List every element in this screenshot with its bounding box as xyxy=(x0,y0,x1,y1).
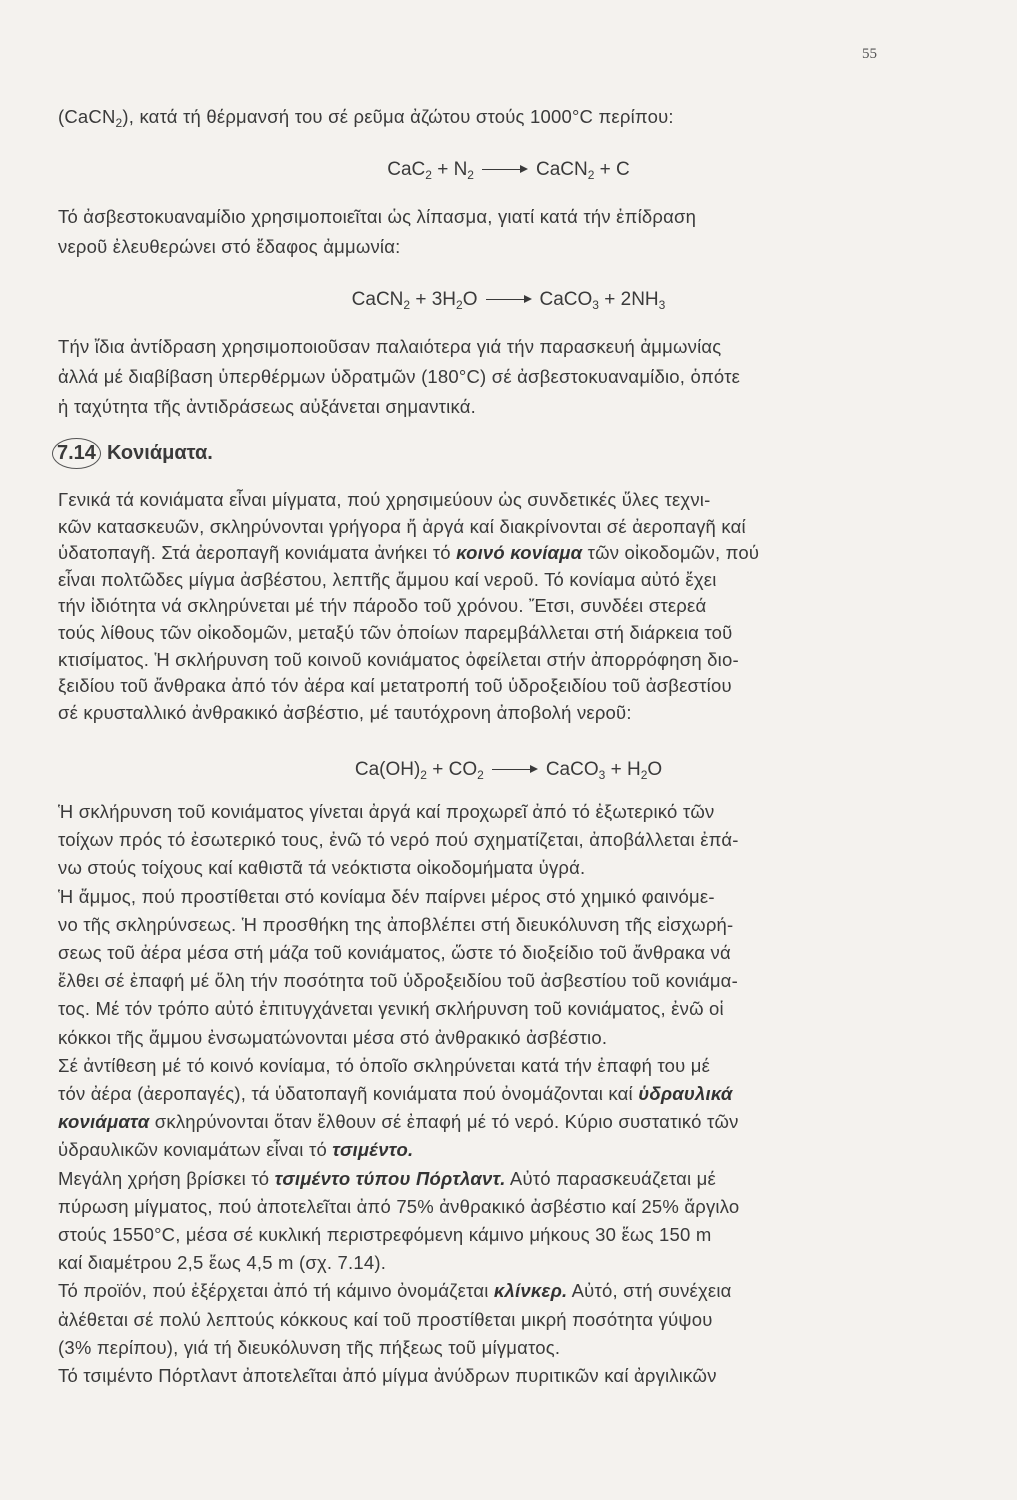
text-line: κῶν κατασκευῶν, σκληρύνονται γρήγορα ἤ ἀργά καί διακρίνονται σέ ἀεροπαγῆ καί xyxy=(58,515,746,537)
text-line: νω στούς τοίχους καί καθιστᾶ τά νεόκτιστα οἰκοδομήματα ὑγρά. xyxy=(58,857,586,879)
reaction-arrow-icon xyxy=(486,295,532,305)
text-line: ἀλέθεται σέ πολύ λεπτούς κόκκους καί τοῦ προστίθεται μικρή ποσότητα γύψου xyxy=(58,1308,713,1330)
text-line: ἀλλά μέ διαβίβαση ὑπερθέρμων ὑδρατμῶν (180°C) σέ ἀσβεστοκυαναμίδιο, ὁπότε xyxy=(58,366,741,387)
text-line: κόκκοι τῆς ἄμμου ἐνσωματώνονται μέσα στό ἀνθρακικό ἀσβέστιο. xyxy=(58,1026,608,1048)
equation-1: $CaC_2 + N_2$ CaCN$_2$ + C xyxy=(387,159,630,182)
text-line: σεως τοῦ ἀέρα μέσα στή μάζα τοῦ κονιάματος, ὥστε τό διοξείδιο τοῦ ἄνθρακα νά xyxy=(58,942,731,963)
text-line: πύρωση μίγματος, πού ἀποτελεῖται ἀπό 75% ἀνθρακικό ἀσβέστιο καί 25% ἄργιλο xyxy=(58,1195,740,1217)
text-line: νεροῦ ἐλευθερώνει στό ἔδαφος ἀμμωνία: xyxy=(58,236,401,257)
text-line: καί διαμέτρου 2,5 ἕως 4,5 m (σχ. 7.14). xyxy=(58,1252,387,1274)
text-line: Ἡ ἄμμος, πού προστίθεται στό κονίαμα δέν παίρνει μέρος στό χημικό φαινόμε- xyxy=(58,885,715,907)
page-number: 55 xyxy=(862,46,877,62)
text-line: τος. Μέ τόν τρόπο αὐτό ἐπιτυγχάνεται γενική σκλήρυνση τοῦ κονιάματος, ἐνῶ οἱ xyxy=(58,998,724,1020)
text-line: κτισίματος. Ἡ σκλήρυνση τοῦ κοινοῦ κονιάματος ὀφείλεται στήν ἀπορρόφηση διο- xyxy=(58,648,739,670)
section-number: 7.14 xyxy=(52,438,101,469)
text-line: ἔλθει σέ ἐπαφή μέ ὅλη τήν ποσότητα τοῦ ὑδροξειδίου τοῦ ἀσβεστίου τοῦ κονιάμα- xyxy=(58,970,738,992)
text-line: εἶναι πολτῶδες μίγμα ἀσβέστου, λεπτῆς ἄμμου καί νεροῦ. Τό κονίαμα αὐτό ἔχει xyxy=(58,568,717,590)
text-line: Ἡ σκλήρυνση τοῦ κονιάματος γίνεται ἀργά καί προχωρεῖ ἀπό τό ἐξωτερικό τῶν xyxy=(58,801,715,822)
text-line: ὑδατοπαγῆ. Στά ἀεροπαγῆ κονιάματα ἀνήκει τό κοινό κονίαμα τῶν οἰκοδομῶν, πού xyxy=(58,542,760,564)
reaction-arrow-icon xyxy=(492,765,538,775)
text-line: τόν ἀέρα (ἀεροπαγές), τά ὑδατοπαγῆ κονιάματα πού ὀνομάζονται καί ὑδραυλικά xyxy=(58,1083,733,1104)
reaction-arrow-icon xyxy=(482,165,528,175)
text-line: κονιάματα σκληρύνονται ὅταν ἔλθουν σέ ἐπαφή μέ τό νερό. Κύριο συστατικό τῶν xyxy=(58,1111,739,1133)
text-line: Τό προϊόν, πού ἐξέρχεται ἀπό τή κάμινο ὀνομάζεται κλίνκερ. Αὐτό, στή συνέχεια xyxy=(58,1280,732,1302)
equation-2: CaCN$_2$ + $3H_2O$ CaCO$_3$ + $2NH_3$ xyxy=(351,289,666,312)
text-line: σέ κρυσταλλικό ἀνθρακικό ἀσβέστιο, μέ ταυτόχρονη ἀποβολή νεροῦ: xyxy=(58,701,632,723)
text-line: Γενικά τά κονιάματα εἶναι μίγματα, πού χρησιμεύουν ὡς συνδετικές ὕλες τεχνι- xyxy=(58,489,711,510)
text-line: Τό τσιμέντο Πόρτλαντ ἀποτελεῖται ἀπό μίγμα ἀνύδρων πυριτικῶν καί ἀργιλικῶν xyxy=(58,1365,717,1386)
text-line: ἡ ταχύτητα τῆς ἀντιδράσεως αὐξάνεται σημαντικά. xyxy=(58,396,476,417)
text-line: στούς 1550°C, μέσα σέ κυκλική περιστρεφόμενη κάμινο μήκους 30 ἕως 150 m xyxy=(58,1224,712,1245)
text-line: (3% περίπου), γιά τή διευκόλυνση τῆς πήξεως τοῦ μίγματος. xyxy=(58,1336,561,1358)
equation-3: $Ca(OH)_2 + CO_2$ CaCO$_3$ + $H_2O$ xyxy=(354,759,663,782)
text-line: νο τῆς σκληρύνσεως. Ἡ προσθήκη της ἀποβλέπει στή διευκόλυνση τῆς εἰσχωρή- xyxy=(58,913,734,935)
text-line: Μεγάλη χρήση βρίσκει τό τσιμέντο τύπου Πόρτλαντ. Αὐτό παρασκευάζεται μέ xyxy=(58,1167,716,1189)
text-line: (CaCN$_2$), κατά τή θέρμανσή του σέ ρεῦμα ἀζώτου στούς 1000°C περίπου: xyxy=(58,106,674,130)
section-title: Κονιάματα. xyxy=(106,442,213,464)
text-line: τήν ἰδιότητα νά σκληρύνεται μέ τήν πάροδο τοῦ χρόνου. Ἔτσι, συνδέει στερεά xyxy=(58,595,707,617)
text-line: Σέ ἀντίθεση μέ τό κοινό κονίαμα, τό ὁποῖο σκληρύνεται κατά τήν ἐπαφή του μέ xyxy=(58,1054,711,1076)
section-heading xyxy=(52,438,213,469)
text-line: τούς λίθους τῶν οἰκοδομῶν, μεταξύ τῶν ὁποίων παρεμβάλλεται στή διάρκεια τοῦ xyxy=(58,622,733,643)
text-line: Τό ἀσβεστοκυαναμίδιο χρησιμοποιεῖται ὡς λίπασμα, γιατί κατά τήν ἐπίδραση xyxy=(58,206,697,227)
text-line: ξειδίου τοῦ ἄνθρακα ἀπό τόν ἀέρα καί μετατροπή τοῦ ὑδροξειδίου τοῦ ἀσβεστίου xyxy=(58,675,732,697)
text-line: Τήν ἴδια ἀντίδραση χρησιμοποιοῦσαν παλαιότερα γιά τήν παρασκευή ἀμμωνίας xyxy=(58,336,722,357)
text-line: τοίχων πρός τό ἐσωτερικό τους, ἐνῶ τό νερό πού σχηματίζεται, ἀποβάλλεται ἐπά- xyxy=(58,829,739,851)
text-line: ὑδραυλικῶν κονιαμάτων εἶναι τό τσιμέντο. xyxy=(58,1139,414,1161)
